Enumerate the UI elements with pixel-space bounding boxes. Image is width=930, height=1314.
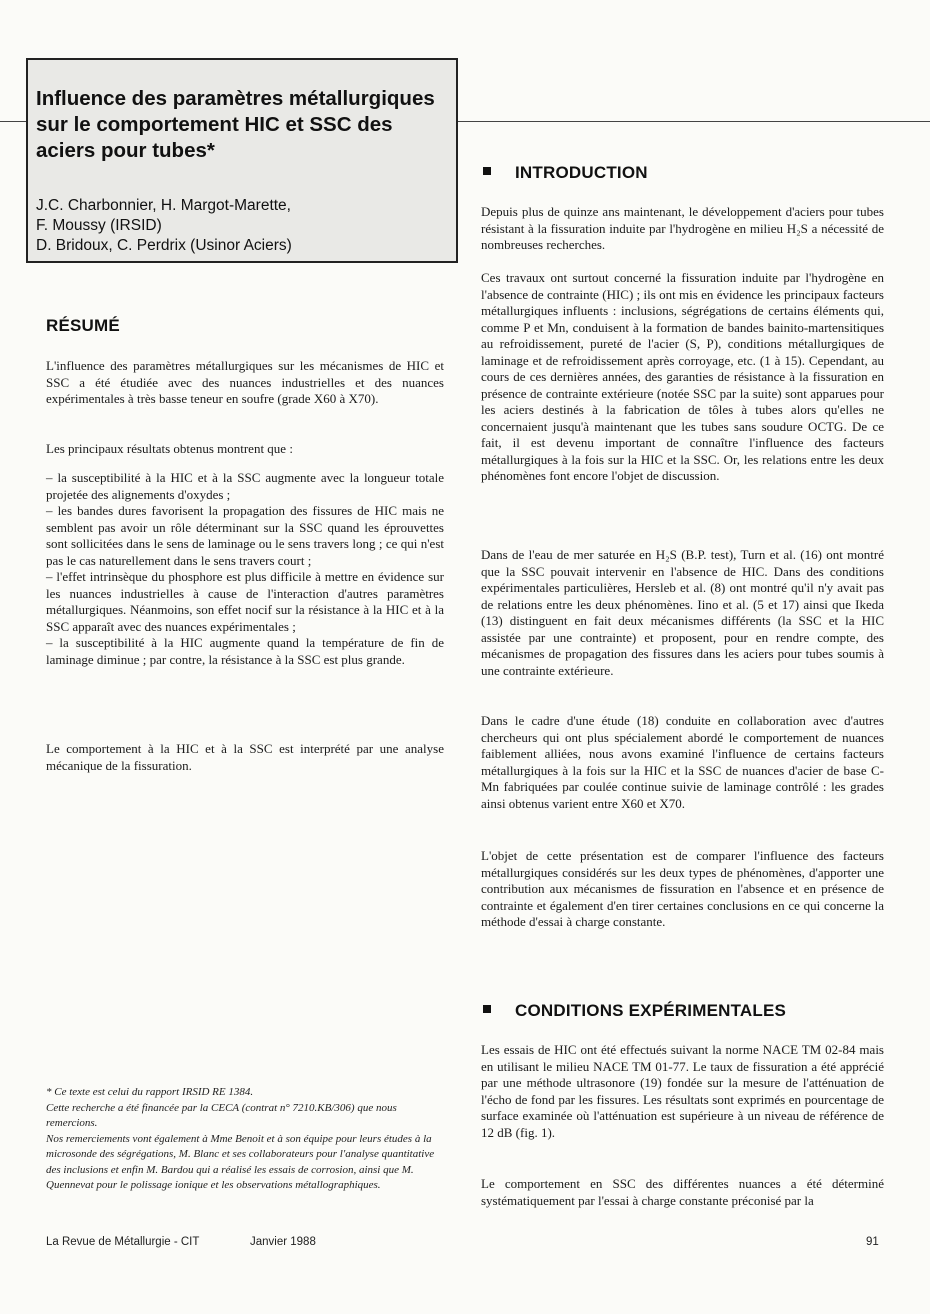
footnote: * Ce texte est celui du rapport IRSID RE 1384.: [46, 1086, 254, 1098]
conditions-paragraph: Le comportement en SSC des différentes nuances a été déterminé systématiquement par l'essai à charge constante préconisé par la: [481, 1176, 884, 1208]
intro-paragraph: L'objet de cette présentation est de comparer l'influence des facteurs métallurgiques considérés sur les deux types de phénomènes, d'apporter une contribution aux mécanismes de fissuration en l'absence et en présence de contrainte et également d'en tirer certaines conclusions en ce qui concerne la méthode d'essai à charge constante.: [481, 848, 884, 929]
intro-paragraph: Depuis plus de quinze ans maintenant, le développement d'aciers pour tubes résistant à la fissuration induite par l'hydrogène en milieu H₂S a nécessité de nombreuses recherches.: [481, 204, 884, 252]
footnotes: [46, 1085, 448, 1194]
footnote: Cette recherche a été financée par la CECA (contrat n° 7210.KB/306) que nous remercions.: [46, 1101, 397, 1129]
resume-paragraph: L'influence des paramètres métallurgiques sur les mécanismes de HIC et SSC a été étudiée avec des nuances industrielles et des nuances expérimentales à très basse teneur en soufre (grade X60 à X70).: [46, 358, 444, 406]
article-title: Influence des paramètres métallurgiques sur le comportement HIC et SSC des aciers pour tubes*: [36, 87, 435, 162]
authors: [36, 196, 456, 256]
resume-paragraph: Les principaux résultats obtenus montrent que :: [46, 441, 293, 456]
intro-paragraph: Dans le cadre d'une étude (18) conduite en collaboration avec d'autres chercheurs qui ont plus spécialement abordé le comportement de nuances faiblement alliées, nous avons examiné l'influence de certains facteurs métallurgiques à la fois sur la HIC et la SSC de nuances d'acier de base C-Mn fabriquées par coulée continue suivie de laminage contrôlé : les grades ainsi obtenus varient entre X60 et X70.: [481, 713, 884, 811]
footer-journal: La Revue de Métallurgie - CIT: [46, 1236, 200, 1248]
author-line: J.C. Charbonnier, H. Margot-Marette,: [36, 197, 291, 214]
footnote: Nos remerciements vont également à Mme Benoit et à son équipe pour leurs études à la microsonde des ségrégations, M. Blanc et ses collaborateurs pour l'analyse quantitative des inclusions et enfin M. Bardou qui a réalisé les essais de corrosion, ainsi que M. Quennevat pour le polissage ionique et les observations métallographiques.: [46, 1132, 435, 1191]
bullet-square: [483, 167, 491, 175]
conditions-heading: CONDITIONS EXPÉRIMENTALES: [483, 1001, 786, 1021]
author-line: D. Bridoux, C. Perdrix (Usinor Aciers): [36, 237, 292, 254]
conditions-paragraph: Les essais de HIC ont été effectués suivant la norme NACE TM 02-84 mais en utilisant le milieu NACE TM 01-77. Le taux de fissuration a été apprécié par une méthode ultrasonore (19) fondée sur la mesure de l'atténuation de l'écho de fond par les fissures. Les résultats sont exprimés en pourcentage de surface examinée où l'atténuation est supérieure à un niveau de référence de 12 dB (fig. 1).: [481, 1042, 884, 1140]
resume-paragraph: Le comportement à la HIC et à la SSC est interprété par une analyse mécanique de la fissuration.: [46, 741, 444, 773]
author-line: F. Moussy (IRSID): [36, 217, 162, 234]
introduction-heading: INTRODUCTION: [483, 163, 648, 183]
resume-results-list: – la susceptibilité à la HIC et à la SSC augmente avec la longueur totale projetée des alignements d'oxydes ; – les bandes dures favorisent la propagation des fissures de HIC mais ne semblent pas avoir un rôle déterminant sur la SSC quand les éprouvettes sont sollicitées dans le sens de laminage ou le sens travers long ; ce qui n'est pas le cas naturellement dans le sens travers court ; – l'effet intrinsèque du phosphore est plus difficile à mettre en évidence sur les nuances industrielles à cause de l'interaction d'autres paramètres métallurgiques. Néanmoins, son effet nocif sur la résistance à la HIC et à la SSC apparaît avec des nuances expérimentales ; – la susceptibilité à la HIC augmente quand la température de fin de laminage diminue ; par contre, la résistance à la SSC est plus grande.: [46, 470, 444, 667]
intro-paragraph: Dans de l'eau de mer saturée en H₂S (B.P. test), Turn et al. (16) ont montré que la SSC pouvait intervenir en l'absence de HIC. Dans des conditions expérimentales particulières, Hersleb et al. (8) ont montré qu'il n'y avait pas de relations entre les deux phénomènes. Iino et al. (5 et 17) ainsi que Ikeda (13) distinguent en fait deux mécanismes différents (la SSC et la HIC assistée par une contrainte) et proposent, pour en rendre compte, des mécanismes de propagation des fissures dans les aciers pour tubes soumis à une contrainte extérieure.: [481, 547, 884, 678]
title-block: [26, 58, 458, 263]
resume-heading: RÉSUMÉ: [46, 316, 120, 335]
footer-date: Janvier 1988: [250, 1236, 316, 1248]
intro-paragraph: Ces travaux ont surtout concerné la fissuration induite par l'hydrogène en l'absence de contrainte (HIC) ; ils ont mis en évidence les principaux facteurs métallurgiques influents : inclusions, ségrégations de certains éléments qui, comme P et Mn, conduisent à la formation de bandes bainito-martensitiques au refroidissement, pureté de l'acier (S, P), conditions métallurgiques de laminage et de refroidissement après corroyage, etc. (1 à 15). Cependant, au cours de ces dernières années, des garanties de résistance à la fissuration en présence de contrainte extérieure (notée SSC par la suite) sont apparues pour les aciers destinés à la fabrication de tôles à tubes alors qu'elles ne concernaient jusqu'à maintenant que les tubes sans soudure OCTG. De ce fait, il est devenu important de connaître l'influence des facteurs métallurgiques à la fois sur la HIC et la SSC. Or, les relations entre les deux phénomènes font encore l'objet de discussion.: [481, 270, 884, 483]
bullet-square: [483, 1005, 491, 1013]
page-number: 91: [866, 1236, 879, 1248]
